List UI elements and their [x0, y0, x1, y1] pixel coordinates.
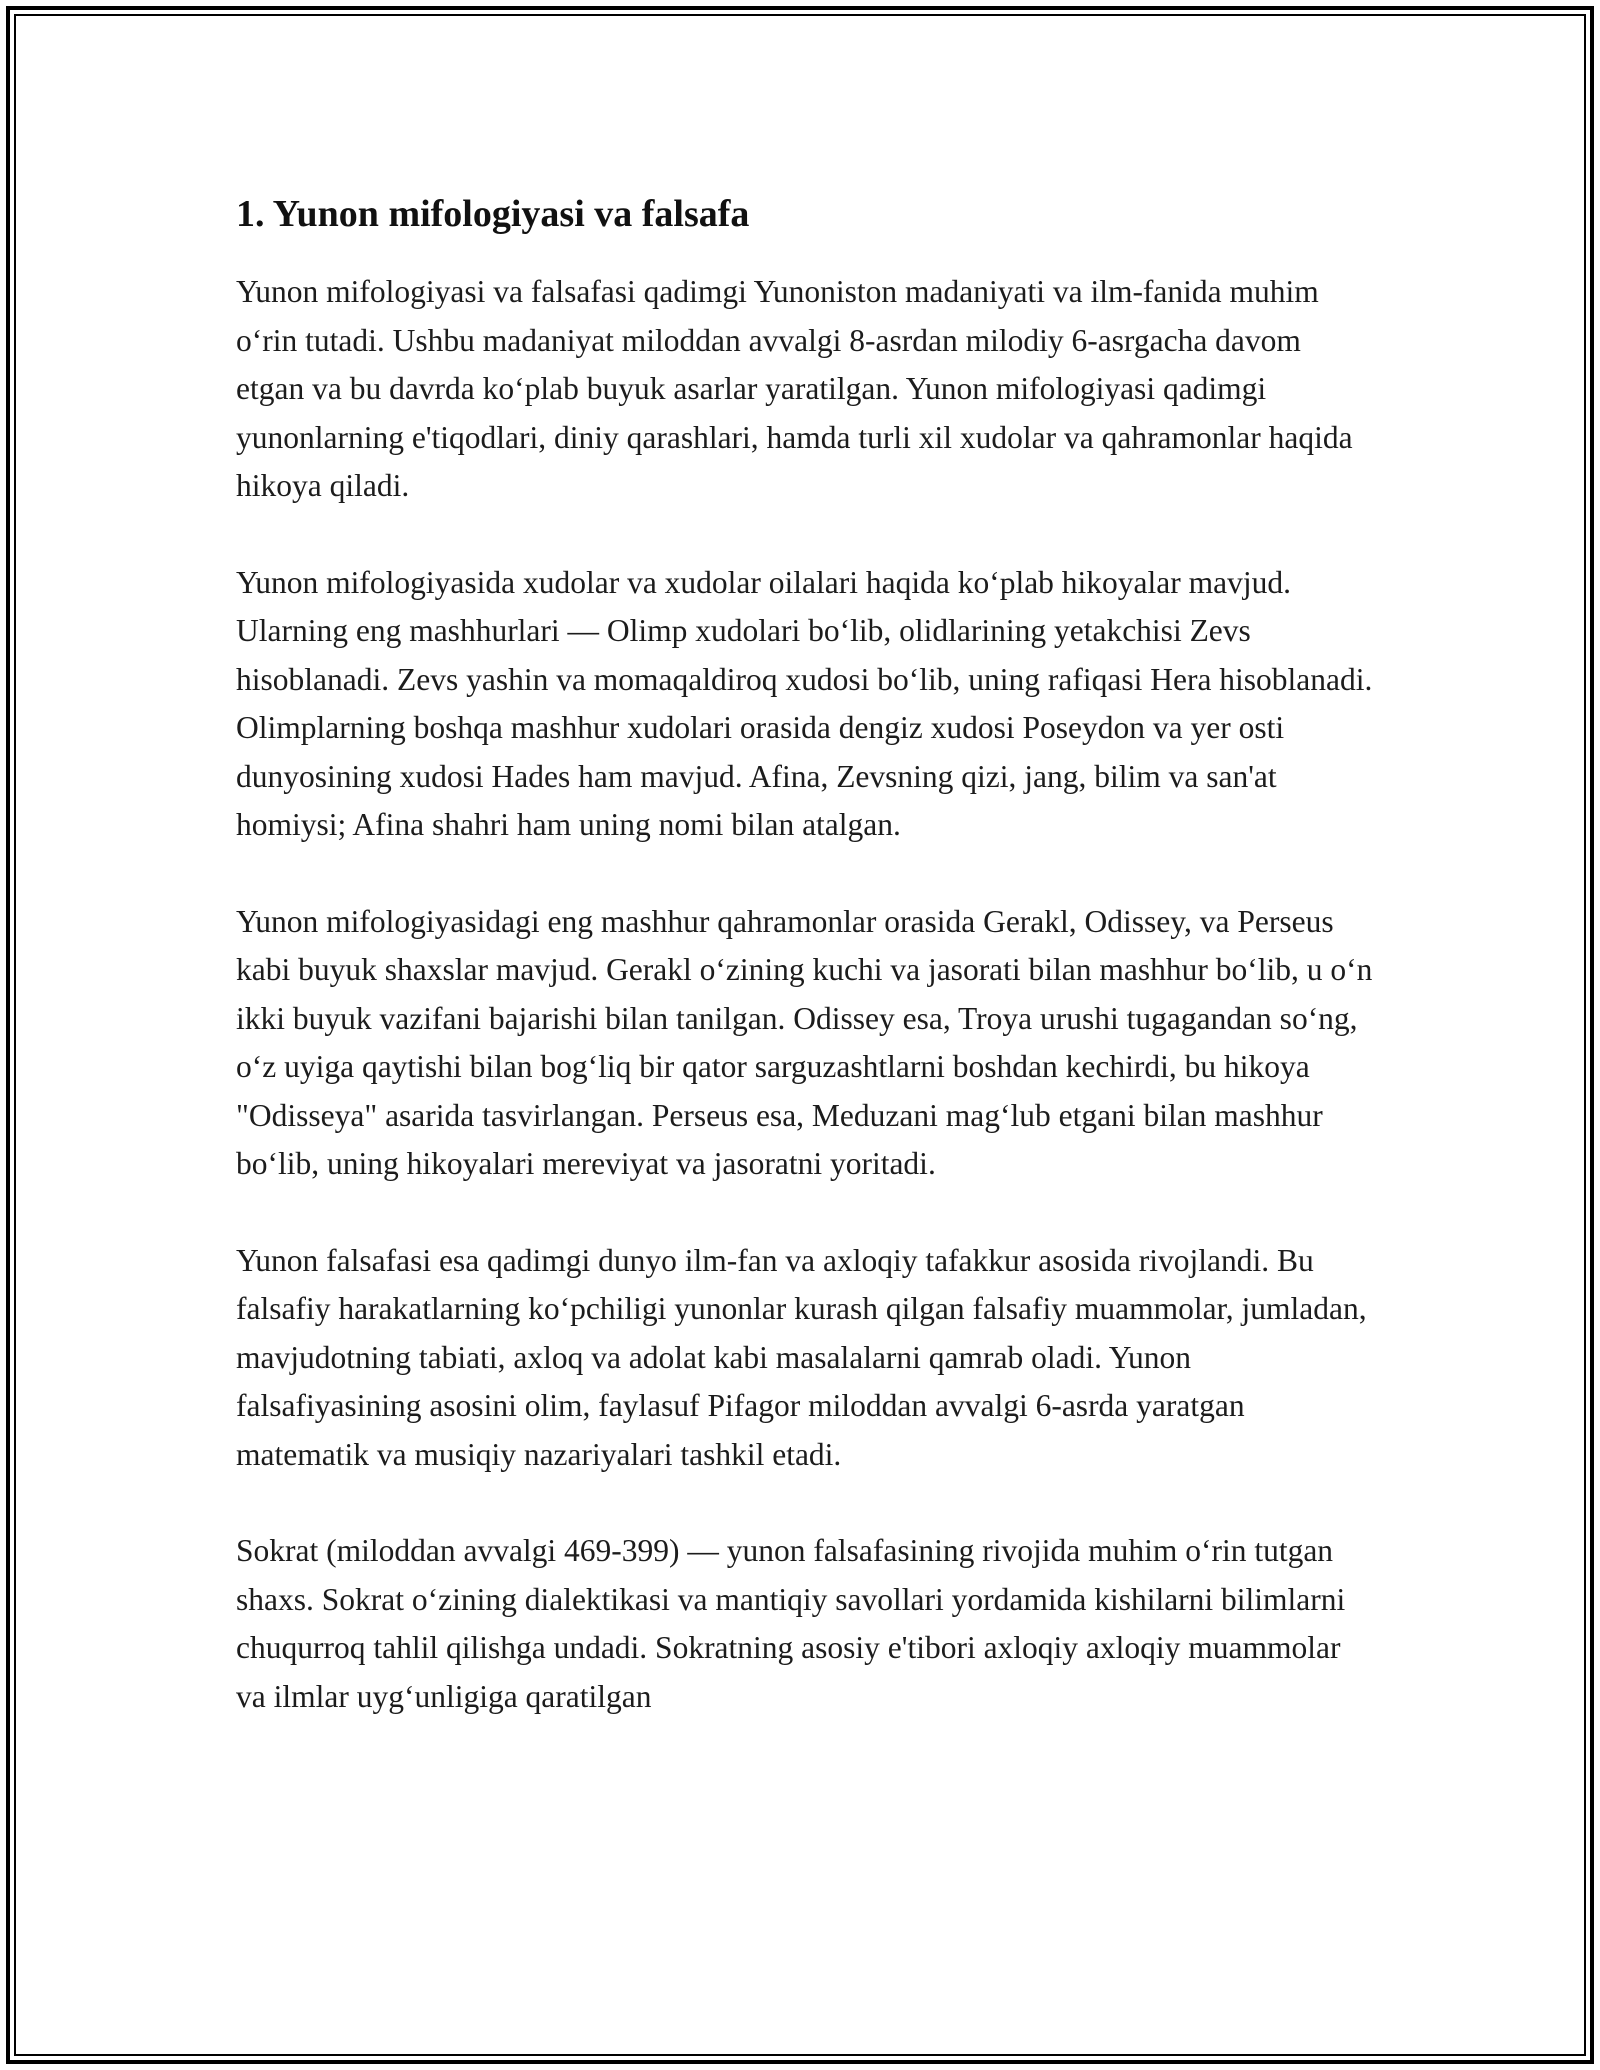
paragraph-3: Yunon mifologiyasidagi eng mashhur qahramonlar orasida Gerakl, Odissey, va Perseus kabi buyuk shaxslar mavjud. Gerakl oʻzining kuchi va jasorati bilan mashhur boʻlib, u oʻn ikki buyuk vazifani bajarishi bilan tanilgan. Odissey esa, Troya urushi tugagandan soʻng, oʻz uyiga qaytishi bilan bogʻliq bir qator sarguzashtlarni boshdan kechirdi, bu hikoya "Odisseya" asarida tasvirlangan. Perseus esa, Meduzani magʻlub etgani bilan mashhur boʻlib, uning hikoyalari mereviyat va jasoratni yoritadi.	[236, 903, 1373, 1181]
paragraph-2: Yunon mifologiyasida xudolar va xudolar oilalari haqida koʻplab hikoyalar mavjud. Ularning eng mashhurlari — Olimp xudolari boʻlib, olidlarining yetakchisi Zevs hisoblanadi. Zevs yashin va momaqaldiroq xudosi boʻlib, uning rafiqasi Hera hisoblanadi. Olimplarning boshqa mashhur xudolari orasida dengiz xudosi Poseydon va yer osti dunyosining xudosi Hades ham mavjud. Afina, Zevsning qizi, jang, bilim va san'at homiysi; Afina shahri ham uning nomi bilan atalgan.	[236, 564, 1373, 842]
paragraph-1: Yunon mifologiyasi va falsafasi qadimgi Yunoniston madaniyati va ilm-fanida muhim oʻrin tutadi. Ushbu madaniyat miloddan avvalgi 8-asrdan milodiy 6-asrgacha davom etgan va bu davrda koʻplab buyuk asarlar yaratilgan. Yunon mifologiyasi qadimgi yunonlarning e'tiqodlari, diniy qarashlari, hamda turli xil xudolar va qahramonlar haqida hikoya qiladi.	[236, 274, 1353, 503]
document-body	[236, 188, 1376, 1769]
paragraph-5: Sokrat (miloddan avvalgi 469-399) — yunon falsafasining rivojida muhim oʻrin tutgan shaxs. Sokrat oʻzining dialektikasi va mantiqiy savollari yordamida kishilarni bilimlarni chuqurroq tahlil qilishga undadi. Sokratning asosiy e'tibori axloqiy axloqiy muammolar va ilmlar uygʻunligiga qaratilgan	[236, 1533, 1346, 1714]
section-heading: 1. Yunon mifologiyasi va falsafa	[236, 193, 750, 235]
paragraph-4: Yunon falsafasi esa qadimgi dunyo ilm-fan va axloqiy tafakkur asosida rivojlandi. Bu falsafiy harakatlarning koʻpchiligi yunonlar kurash qilgan falsafiy muammolar, jumladan, mavjudotning tabiati, axloq va adolat kabi masalalarni qamrab oladi. Yunon falsafiyasining asosini olim, faylasuf Pifagor miloddan avvalgi 6-asrda yaratgan matematik va musiqiy nazariyalari tashkil etadi.	[236, 1242, 1367, 1472]
